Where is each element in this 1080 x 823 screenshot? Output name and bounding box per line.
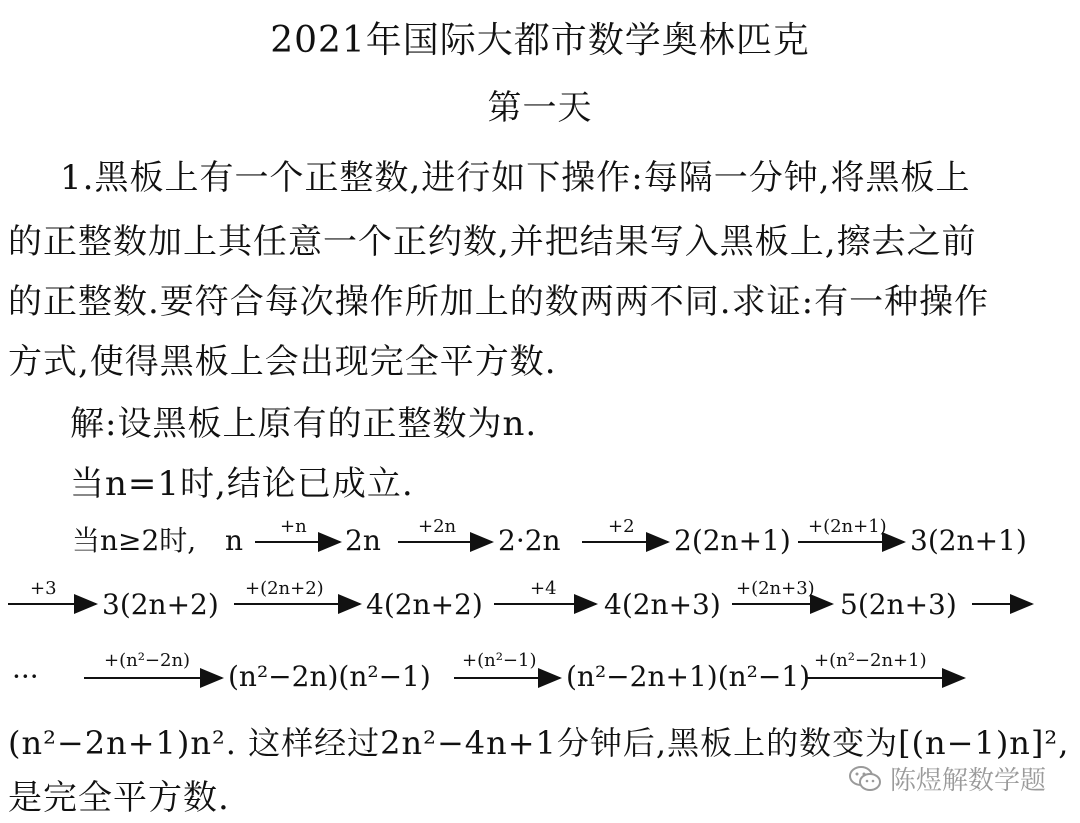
conclusion-line: (n²−2n+1)n². 这样经过2n²−4n+1分钟后,黑板上的数变为[(n−1)n]², bbox=[8, 724, 1070, 762]
chain-arrow-label: +(n²−2n) bbox=[104, 650, 191, 671]
chain-arrow-label: +4 bbox=[530, 578, 557, 599]
watermark bbox=[848, 760, 1046, 797]
chain-arrow-label: +(2n+3) bbox=[736, 578, 815, 599]
chain-term: 5(2n+3) bbox=[840, 588, 957, 621]
chain-term: 4(2n+2) bbox=[366, 588, 483, 621]
chain-row-3 bbox=[0, 646, 1080, 706]
chain-arrow-label: +(n²−1) bbox=[462, 650, 537, 671]
chain-term: (n²−2n+1)(n²−1) bbox=[566, 660, 811, 693]
wechat-icon bbox=[848, 765, 882, 793]
chain-arrow-label: +3 bbox=[30, 578, 57, 599]
chain-arrow-label: +n bbox=[280, 516, 307, 537]
watermark-text: 陈煜解数学题 bbox=[889, 766, 1046, 796]
chain-row-2 bbox=[0, 576, 1080, 636]
chain-term: (n²−2n)(n²−1) bbox=[228, 660, 431, 693]
chain-arrow-label: +(n²−2n+1) bbox=[814, 650, 927, 671]
chain-ellipsis: ··· bbox=[12, 660, 39, 693]
conclusion-line-2: 是完全平方数. bbox=[8, 778, 230, 818]
chain-arrow-label: +2 bbox=[608, 516, 635, 537]
chain-term: 2·2n bbox=[498, 524, 561, 557]
solution-line-1: 解:设黑板上原有的正整数为n. bbox=[70, 404, 538, 444]
chain-term: 2(2n+1) bbox=[674, 524, 791, 557]
page-subtitle: 第一天 bbox=[487, 88, 593, 128]
chain-arrow-label: +(2n+2) bbox=[245, 578, 324, 599]
chain-term: 3(2n+1) bbox=[910, 524, 1027, 557]
chain-term: 2n bbox=[345, 524, 381, 557]
chain-term: 3(2n+2) bbox=[102, 588, 219, 621]
chain-term: 4(2n+3) bbox=[604, 588, 721, 621]
problem-line-2: 的正整数加上其任意一个正约数,并把结果写入黑板上,擦去之前 bbox=[8, 222, 977, 262]
chain-arrow-label: +(2n+1) bbox=[808, 516, 887, 537]
chain-prefix: 当n≥2时, bbox=[72, 524, 197, 557]
problem-line-1: 1.黑板上有一个正整数,进行如下操作:每隔一分钟,将黑板上 bbox=[60, 158, 971, 198]
page-title: 2021年国际大都市数学奥林匹克 bbox=[270, 20, 810, 61]
problem-line-3: 的正整数.要符合每次操作所加上的数两两不同.求证:有一种操作 bbox=[8, 282, 990, 322]
chain-row-1 bbox=[0, 506, 1080, 566]
problem-line-4: 方式,使得黑板上会出现完全平方数. bbox=[8, 342, 557, 382]
chain-arrow-label: +2n bbox=[418, 516, 457, 537]
chain-term: n bbox=[225, 524, 244, 557]
solution-line-2: 当n=1时,结论已成立. bbox=[70, 464, 414, 504]
